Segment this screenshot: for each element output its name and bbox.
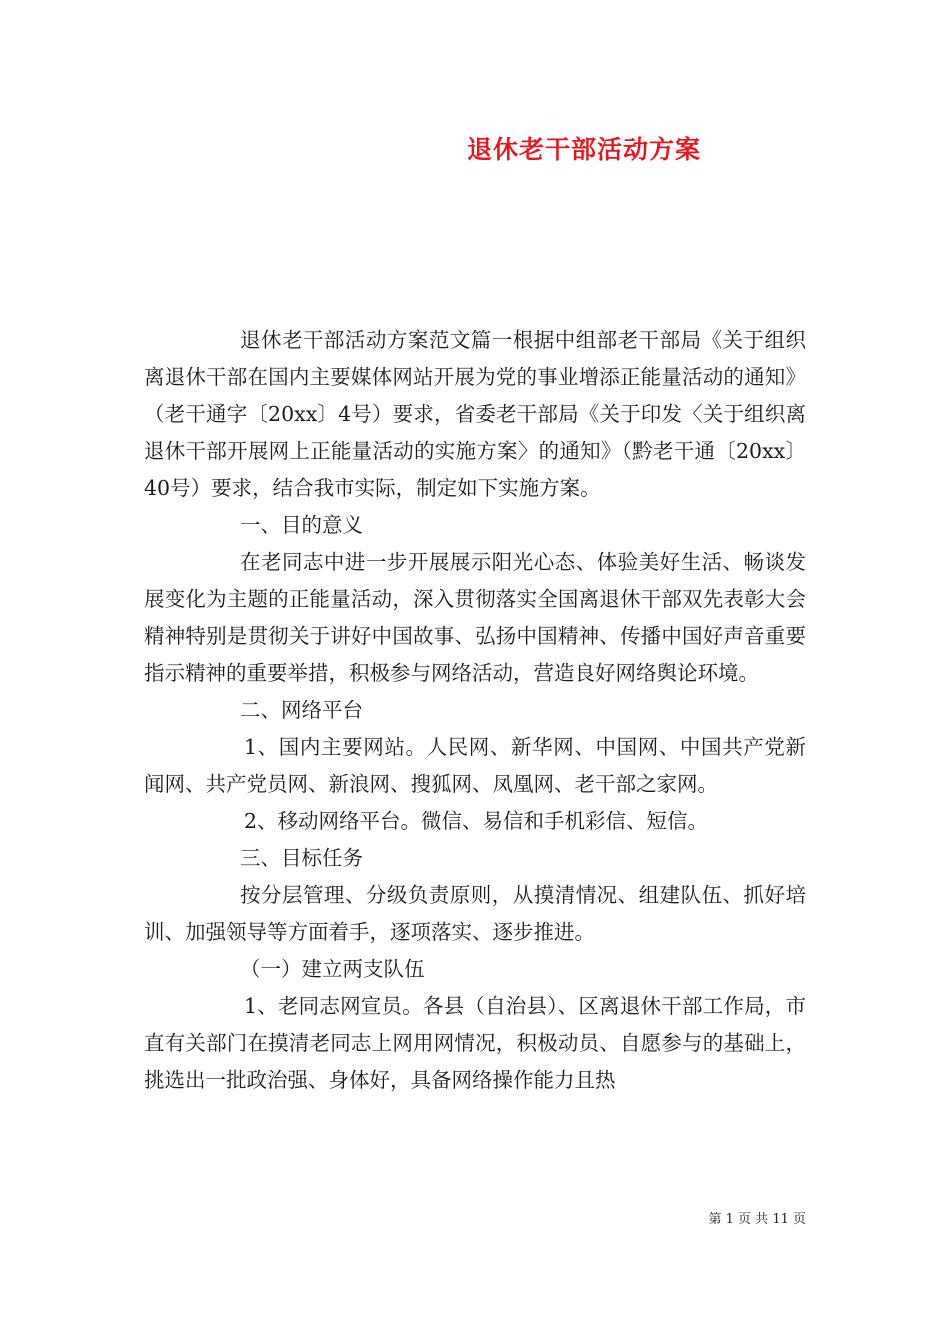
paragraph-websites: 1、国内主要网站。人民网、新华网、中国网、中国共产党新闻网、共产党员网、新浪网、搜狐网、凤凰网、老干部之家网。 bbox=[144, 735, 806, 796]
document-title: 退休老干部活动方案 bbox=[466, 135, 701, 164]
page-footer: 第 1 页 共 11 页 bbox=[708, 1212, 806, 1227]
heading-targets: 三、目标任务 bbox=[240, 846, 363, 870]
paragraph-propagandists: 1、老同志网宣员。各县（自治县）、区离退休干部工作局，市直有关部门在摸清老同志上网用网情况，积极动员、自愿参与的基础上，挑选出一批政治强、身体好，具备网络操作能力且热 bbox=[144, 994, 806, 1092]
paragraph-mobile: 2、移动网络平台。微信、易信和手机彩信、短信。 bbox=[244, 809, 709, 833]
paragraph-intro: 退休老干部活动方案范文篇一根据中组部老干部局《关于组织离退休干部在国内主要媒体网站开展为党的事业增添正能量活动的通知》（老干通字〔20xx〕4号）要求，省委老干部局《关于印发〈关于组织离退休干部开展网上正能量活动的实施方案〉的通知》（黔老干通〔20xx〕40号）要求，结合我市实际，制定如下实施方案。 bbox=[144, 328, 806, 500]
heading-platform: 二、网络平台 bbox=[240, 698, 363, 722]
document-body bbox=[144, 322, 806, 1099]
heading-purpose: 一、目的意义 bbox=[240, 513, 363, 537]
paragraph-purpose: 在老同志中进一步开展展示阳光心态、体验美好生活、畅谈发展变化为主题的正能量活动，深入贯彻落实全国离退休干部双先表彰大会精神特别是贯彻关于讲好中国故事、弘扬中国精神、传播中国好声音重要指示精神的重要举措，积极参与网络活动，营造良好网络舆论环境。 bbox=[144, 550, 806, 685]
heading-two-teams: （一）建立两支队伍 bbox=[240, 957, 425, 981]
paragraph-targets: 按分层管理、分级负责原则，从摸清情况、组建队伍、抓好培训、加强领导等方面着手，逐项落实、逐步推进。 bbox=[144, 883, 806, 944]
